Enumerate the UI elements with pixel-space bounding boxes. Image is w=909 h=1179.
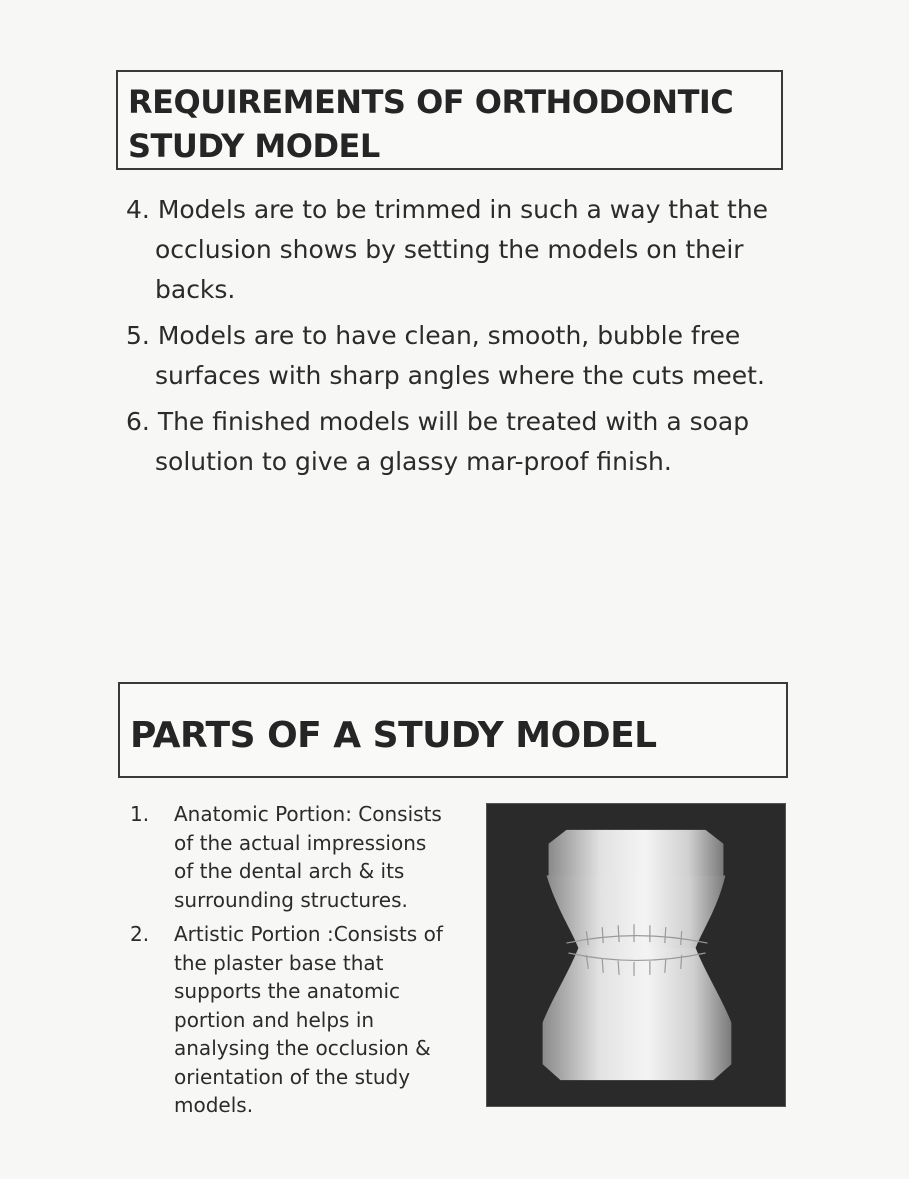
item-number: 5. [126, 321, 150, 350]
item-text: Anatomic Portion: Consists of the actual impressions of the dental arch & its surrounding structures. [174, 802, 442, 912]
list-item [130, 800, 450, 914]
item-number: 6. [126, 407, 150, 436]
parts-list [130, 800, 450, 1126]
requirements-title-box [116, 70, 783, 170]
item-text: The finished models will be treated with a soap solution to give a glassy mar-proof finish. [155, 407, 750, 476]
list-item [130, 920, 450, 1120]
study-model-photo [486, 803, 786, 1107]
item-number: 2. [130, 922, 150, 946]
requirements-title: REQUIREMENTS OF ORTHODONTIC STUDY MODEL [128, 83, 734, 165]
item-text: Artistic Portion :Consists of the plaster base that supports the anatomic portion and helps in analysing the occlusion & orientation of the study models. [174, 922, 443, 1117]
list-item [126, 402, 806, 482]
parts-title-box [118, 682, 788, 778]
dental-cast-image [487, 804, 785, 1106]
item-number: 1. [130, 802, 150, 826]
item-text: Models are to have clean, smooth, bubble free surfaces with sharp angles where the cuts meet. [155, 321, 765, 390]
list-item [126, 190, 806, 310]
requirements-list [126, 190, 806, 488]
list-item [126, 316, 806, 396]
parts-title: PARTS OF A STUDY MODEL [130, 715, 657, 756]
item-text: Models are to be trimmed in such a way that the occlusion shows by setting the models on their backs. [155, 195, 769, 304]
item-number: 4. [126, 195, 150, 224]
